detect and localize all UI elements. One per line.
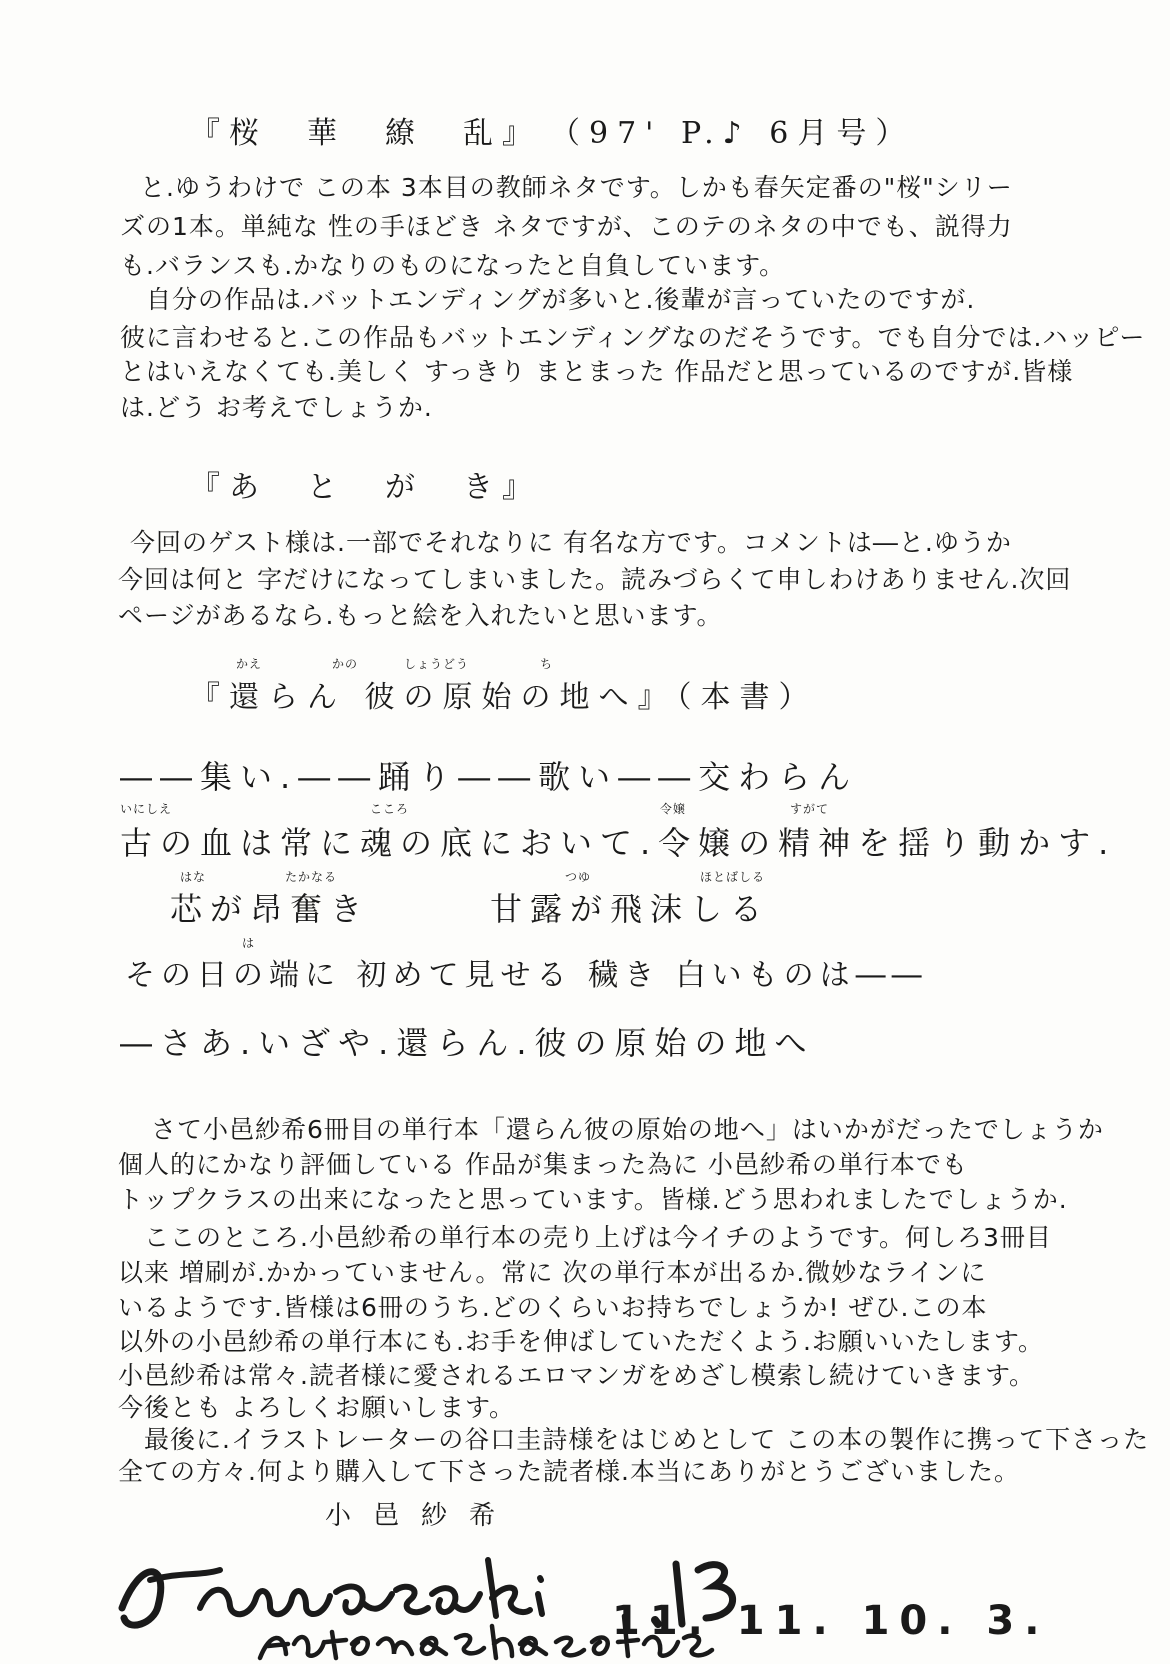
poem-ruby-hotobashiru: ほとばしる: [700, 870, 766, 884]
sakura-line-1: と.ゆうわけで この本 3本目の教師ネタです。しかも春矢定番の"桜"シリー: [140, 173, 1013, 202]
author-name: 小邑紗希: [325, 1501, 518, 1531]
sakura-line-7: は.どう お考えでしょうか.: [120, 393, 433, 422]
atogaki-line-3: ページがあるなら.もっと絵を入れたいと思います。: [118, 601, 723, 630]
poem-line-3: 芯が昂奮き 甘露が飛沫しる: [170, 890, 771, 928]
postscript-line-6: いるようです.皆様は6冊のうち.どのくらいお持ちでしょうか! ぜひ.この本: [118, 1293, 988, 1322]
poem-ruby-ha: は: [242, 936, 256, 950]
postscript-line-11: 全ての方々.何より購入して下さった読者様.本当にありがとうございました。: [118, 1457, 1020, 1486]
heading-ruby-kano: かの: [332, 657, 359, 671]
poem-ruby-subete: すがて: [790, 802, 830, 816]
section-heading-sakura: 『桜 華 繚 乱』 （97' P.♪ 6月号）: [190, 116, 915, 151]
postscript-line-10: 最後に.イラストレーターの谷口圭詩様をはじめとして この本の製作に携って下さった: [118, 1425, 1150, 1454]
poem-ruby-hana: はな: [180, 870, 207, 884]
postscript-line-9: 今後とも よろしくお願いします。: [118, 1393, 515, 1422]
section-heading-kaeran: 『還らん 彼の原始の地へ』（本書）: [190, 680, 818, 715]
sakura-line-5: 彼に言わせると.この作品もバットエンディングなのだそうです。でも自分では.ハッピー: [120, 323, 1146, 352]
postscript-line-1: さて小邑紗希6冊目の単行本「還らん彼の原始の地へ」はいかがだったでしょうか: [125, 1115, 1104, 1144]
postscript-line-3: トップクラスの出来になったと思っています。皆様.どう思われましたでしょうか.: [118, 1185, 1068, 1214]
poem-line-1: ――集い.――踊り――歌い――交わらん: [120, 758, 859, 796]
sakura-line-3: も.バランスも.かなりのものになったと自負しています。: [120, 251, 786, 280]
poem-ruby-inishie: いにしえ: [120, 802, 173, 816]
poem-ruby-reijou: 令嬢: [660, 802, 687, 816]
poem-ruby-tsuyu: つゆ: [565, 870, 592, 884]
sakura-line-6: とはいえなくても.美しく すっきり まとまった 作品だと思っているのですが.皆様: [120, 357, 1074, 386]
poem-ruby-takanaru: たかなる: [285, 870, 338, 884]
postscript-line-2: 個人的にかなり評価している 作品が集まった為に 小邑紗希の単行本でも: [118, 1150, 968, 1179]
heading-ruby-chi: ち: [540, 657, 554, 671]
heading-ruby-kae: かえ: [236, 657, 263, 671]
atogaki-line-1: 今回のゲスト様は.一部でそれなりに 有名な方です。コメントは―と.ゆうか: [130, 528, 1012, 557]
heading-ruby-shoudou: しょうどう: [404, 657, 470, 671]
sakura-line-4: 自分の作品は.バットエンディングが多いと.後輩が言っていたのですが.: [120, 285, 976, 314]
poem-line-5: ―さあ.いざや.還らん.彼の原始の地へ: [120, 1024, 815, 1062]
signature-date: 11. 11. 10. 3.: [612, 1598, 1050, 1644]
sakura-line-2: ズの1本。単純な 性の手ほどき ネタですが、このテのネタの中でも、説得力: [120, 212, 1013, 241]
postscript-line-8: 小邑紗希は常々.読者様に愛されるエロマンガをめざし模索し続けていきます。: [118, 1361, 1035, 1390]
atogaki-line-2: 今回は何と 字だけになってしまいました。読みづらくて申しわけありません.次回: [118, 565, 1072, 594]
poem-ruby-tamashii: こころ: [370, 802, 410, 816]
postscript-line-7: 以外の小邑紗希の単行本にも.お手を伸ばしていただくよう.お願いいたします。: [118, 1327, 1044, 1356]
postscript-line-4: ここのところ.小邑紗希の単行本の売り上げは今イチのようです。何しろ3冊目: [118, 1223, 1052, 1252]
poem-line-4: その日の端に 初めて見せる 穢き 白いものは――: [125, 958, 928, 993]
poem-line-2: 古の血は常に魂の底において.令嬢の精神を揺り動かす.: [120, 824, 1117, 862]
handwritten-signature: [110, 1520, 750, 1670]
postscript-line-5: 以来 増刷が.かかっていません。常に 次の単行本が出るか.微妙なラインに: [118, 1258, 987, 1287]
section-heading-atogaki: 『あ と が き』: [190, 470, 541, 505]
